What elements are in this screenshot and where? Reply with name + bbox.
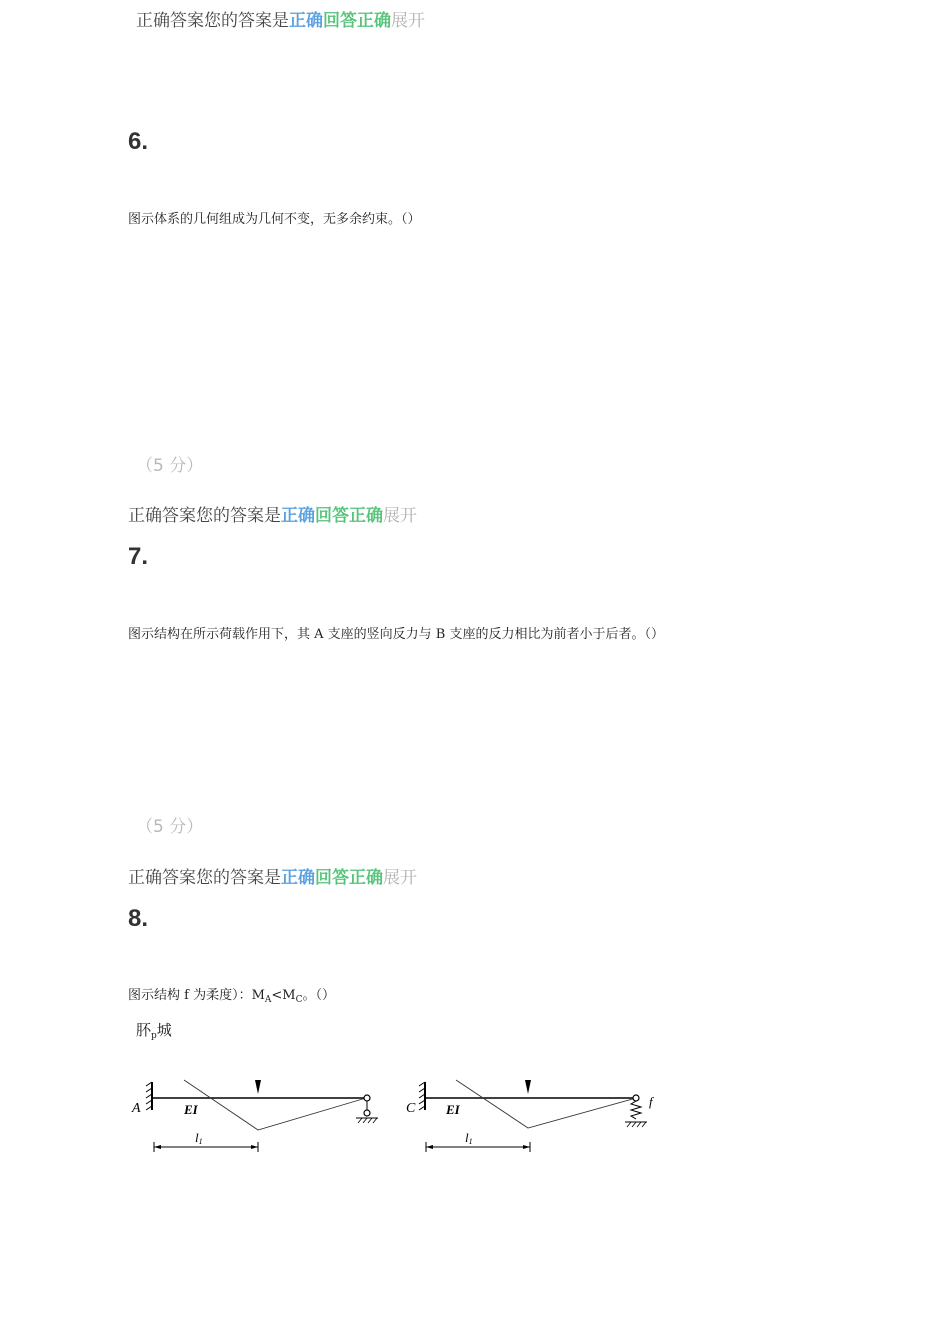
garbled-end: 城 (156, 1021, 172, 1039)
right-structure (406, 1080, 655, 1152)
question-8-text (128, 984, 335, 1005)
question-6-number: 6. (128, 128, 149, 155)
question-6-score: （5 分） (136, 456, 204, 476)
right-ei-label: EI (446, 1102, 460, 1117)
right-dimension (426, 1142, 530, 1152)
answer-prefix: 正确答案您的答案是 (136, 11, 289, 31)
left-structure (131, 1080, 378, 1152)
question-8-text-end: 。（） (302, 988, 336, 1003)
answer-result: 回答正确 (315, 506, 383, 526)
left-ei-label: EI (184, 1102, 198, 1117)
question-7-text: 图示结构在所示荷载作用下，其 A 支座的竖向反力与 B 支座的反力相比为前者小于后者。（） (128, 627, 664, 642)
garbled-sub: p (151, 1031, 157, 1041)
question-6-text: 图示体系的几何组成为几何不变，无多余约束。（） (128, 212, 421, 227)
answer-result: 回答正确 (315, 868, 383, 888)
subscript-c: C (295, 995, 303, 1005)
answer-prefix: 正确答案您的答案是 (128, 506, 281, 526)
answer-result: 回答正确 (323, 11, 391, 31)
expand-link[interactable]: 展开 (383, 506, 417, 526)
answer-correct: 正确 (289, 11, 323, 31)
expand-link[interactable]: 展开 (383, 868, 417, 888)
right-load-arrow (525, 1080, 531, 1094)
fixed-support-left (146, 1082, 152, 1110)
question-7-score: （5 分） (136, 817, 204, 837)
garbled-text (136, 1019, 172, 1041)
fixed-support-right-structure (419, 1082, 425, 1110)
answer-prefix: 正确答案您的答案是 (128, 868, 281, 888)
right-span-label: l1 (465, 1130, 473, 1146)
left-dimension (154, 1142, 258, 1152)
question-8-number: 8. (128, 905, 149, 932)
answer-row-q7 (128, 863, 417, 888)
left-moment-diagram (184, 1080, 366, 1130)
right-moment-diagram (456, 1080, 636, 1128)
left-span-label: l1 (195, 1130, 203, 1146)
beam-figure (128, 1070, 668, 1160)
answer-correct: 正确 (281, 506, 315, 526)
answer-row-q6 (128, 501, 417, 526)
answer-row-q5 (136, 6, 425, 31)
question-8-text-main: 图示结构 f 为柔度）：M (128, 988, 265, 1003)
question-7-number: 7. (128, 543, 149, 570)
expand-link[interactable]: 展开 (391, 11, 425, 31)
pin-support-right (356, 1095, 378, 1123)
answer-correct: 正确 (281, 868, 315, 888)
subscript-a: A (264, 995, 272, 1005)
spring-label: f (649, 1094, 653, 1109)
left-support-label: A (132, 1101, 141, 1116)
left-load-arrow (255, 1080, 261, 1094)
less-than: <M (271, 988, 296, 1003)
garbled-char: 肧 (136, 1021, 152, 1039)
right-support-label: C (406, 1101, 416, 1116)
